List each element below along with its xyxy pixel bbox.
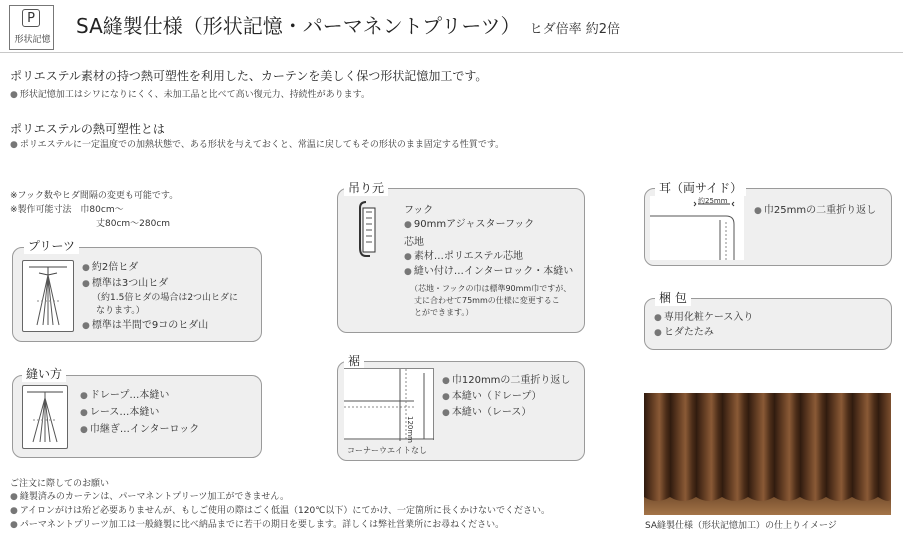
ear-label: 耳（両サイド） bbox=[655, 180, 746, 196]
notice-item bbox=[10, 491, 550, 504]
thermo-note-text: ポリエステルに一定温度での加熱状態で、ある形状を与えておくと、常温に戻してもその形状のまま固定する性質です。 bbox=[19, 140, 505, 150]
core-item bbox=[404, 250, 523, 264]
sewing-item-text: 巾継ぎ…インターロック bbox=[89, 424, 200, 435]
thermo-note bbox=[10, 139, 504, 152]
hem-items bbox=[442, 374, 570, 420]
pleats-item-text: 約2倍ヒダ bbox=[91, 262, 139, 273]
hem-item bbox=[442, 406, 570, 420]
sewing-illustration bbox=[22, 385, 68, 449]
curtain-photo bbox=[644, 393, 891, 515]
hook-illustration bbox=[352, 198, 382, 260]
hem-item-text: 本縫い（レース） bbox=[451, 407, 532, 418]
hem-corner-note: コーナーウエイトなし bbox=[347, 446, 427, 455]
sewing-label: 縫い方 bbox=[22, 366, 66, 382]
sewing-icon bbox=[23, 386, 67, 448]
intro-note-text: 形状記憶加工はシワになりにくく、未加工品と比べて高い復元力、持続性があります。 bbox=[19, 90, 370, 100]
notice-heading: ご注文に際してのお願い bbox=[10, 479, 110, 489]
sewing-item bbox=[80, 406, 199, 420]
notice-item-text: アイロンがけは殆ど必要ありませんが、もしご使用の際はごく低温（120℃以下）にてかけ、一定箇所に長くかけないでください。 bbox=[19, 506, 550, 516]
hook-item bbox=[404, 218, 534, 232]
pleats-icon bbox=[23, 261, 73, 331]
hook-title: フック bbox=[404, 205, 434, 216]
sewing-item bbox=[80, 389, 199, 403]
badge-letter: P bbox=[22, 9, 40, 27]
photo-caption: SA縫製仕様（形状記憶加工）の仕上りイメージ bbox=[645, 521, 837, 531]
pleats-item-text: なります。） bbox=[96, 306, 145, 316]
hanging-note-line: 丈に合わせて75mmの仕様に変更するこ bbox=[414, 296, 560, 305]
options-line3: 丈80cm〜280cm bbox=[96, 219, 171, 229]
packing-item bbox=[654, 311, 753, 325]
hanging-note-line: とができます。） bbox=[414, 308, 474, 317]
core-item bbox=[404, 265, 573, 279]
hanging-note-line: （芯地・フックの巾は標準90mm巾ですが、 bbox=[410, 284, 572, 293]
notice-items bbox=[10, 491, 550, 532]
core-title: 芯地 bbox=[404, 237, 424, 248]
pleats-item bbox=[82, 277, 238, 291]
notice-item bbox=[10, 505, 550, 518]
intro-note bbox=[10, 89, 370, 102]
pleats-item-note bbox=[92, 292, 238, 305]
sewing-items bbox=[80, 389, 199, 437]
options-line2 bbox=[10, 204, 124, 217]
pleats-item bbox=[82, 261, 238, 275]
packing-item-text: 専用化粧ケース入り bbox=[663, 312, 754, 323]
hook-icon bbox=[352, 198, 382, 260]
ear-item bbox=[754, 204, 876, 218]
hem-item-text: 本縫い（ドレープ） bbox=[451, 391, 542, 402]
sewing-item bbox=[80, 423, 199, 437]
hem-item-text: 巾120mmの二重折り返し bbox=[451, 375, 571, 386]
ear-illustration bbox=[650, 196, 744, 260]
notice-item bbox=[10, 519, 550, 532]
options-width: 巾80cm〜 bbox=[80, 205, 124, 215]
curtain-image bbox=[644, 393, 891, 515]
pleats-items bbox=[82, 261, 238, 333]
hem-illustration bbox=[344, 368, 434, 440]
pleats-item-text: （約1.5倍ヒダの場合は2つ山ヒダに bbox=[92, 293, 239, 303]
pleats-illustration bbox=[22, 260, 74, 332]
page-title bbox=[76, 14, 620, 42]
sewing-item-text: ドレープ…本縫い bbox=[89, 390, 170, 401]
pleats-item-text: 標準は3つ山ヒダ bbox=[91, 278, 169, 289]
hem-item bbox=[442, 390, 570, 404]
ear-icon bbox=[650, 196, 744, 260]
packing-item-text: ヒダたたみ bbox=[663, 327, 714, 338]
header-rule bbox=[0, 52, 903, 53]
hem-item bbox=[442, 374, 570, 388]
packing-label: 梱 包 bbox=[655, 290, 691, 306]
notice-item-text: パーマネントプリーツ加工は一般縫製に比べ納品までに若干の期日を要します。詳しくは弊社営業所にお尋ねください。 bbox=[19, 520, 505, 530]
thermo-heading: ポリエステルの熱可塑性とは bbox=[10, 122, 165, 136]
hem-label: 裾 bbox=[344, 353, 364, 369]
sewing-item-text: レース…本縫い bbox=[89, 407, 160, 418]
ear-item-text: 巾25mmの二重折り返し bbox=[763, 205, 877, 216]
title-subtitle: ヒダ倍率 約2倍 bbox=[529, 22, 621, 37]
options-line1: ※フック数やヒダ間隔の変更も可能です。 bbox=[10, 191, 179, 201]
hanging-note bbox=[410, 283, 571, 319]
badge-label: 形状記憶 bbox=[14, 35, 51, 45]
options-size-label: ※製作可能寸法 bbox=[10, 205, 72, 215]
ear-dim: 約25mm bbox=[698, 197, 728, 205]
pleats-item-note bbox=[96, 305, 238, 318]
packing-items bbox=[654, 311, 753, 340]
hem-icon bbox=[344, 369, 434, 441]
notice-item-text: 縫製済みのカーテンは、パーマネントプリーツ加工ができません。 bbox=[19, 492, 289, 502]
packing-item bbox=[654, 326, 753, 340]
hook-item-text: 90mmアジャスターフック bbox=[413, 219, 535, 230]
pleats-item-text: 標準は半間で9コのヒダ山 bbox=[91, 320, 209, 331]
intro-heading: ポリエステル素材の持つ熱可塑性を利用した、カーテンを美しく保つ形状記憶加工です。 bbox=[10, 69, 488, 83]
hanging-label: 吊り元 bbox=[344, 180, 388, 196]
title-text: SA縫製仕様（形状記憶・パーマネントプリーツ） bbox=[76, 14, 521, 38]
core-item-text: 素材…ポリエステル芯地 bbox=[413, 251, 523, 262]
badge bbox=[9, 5, 54, 50]
hem-dim: 120mm bbox=[406, 416, 414, 443]
core-item-text: 縫い付け…インターロック・本縫い bbox=[413, 266, 574, 277]
pleats-label: プリーツ bbox=[24, 238, 79, 254]
pleats-item bbox=[82, 319, 238, 333]
